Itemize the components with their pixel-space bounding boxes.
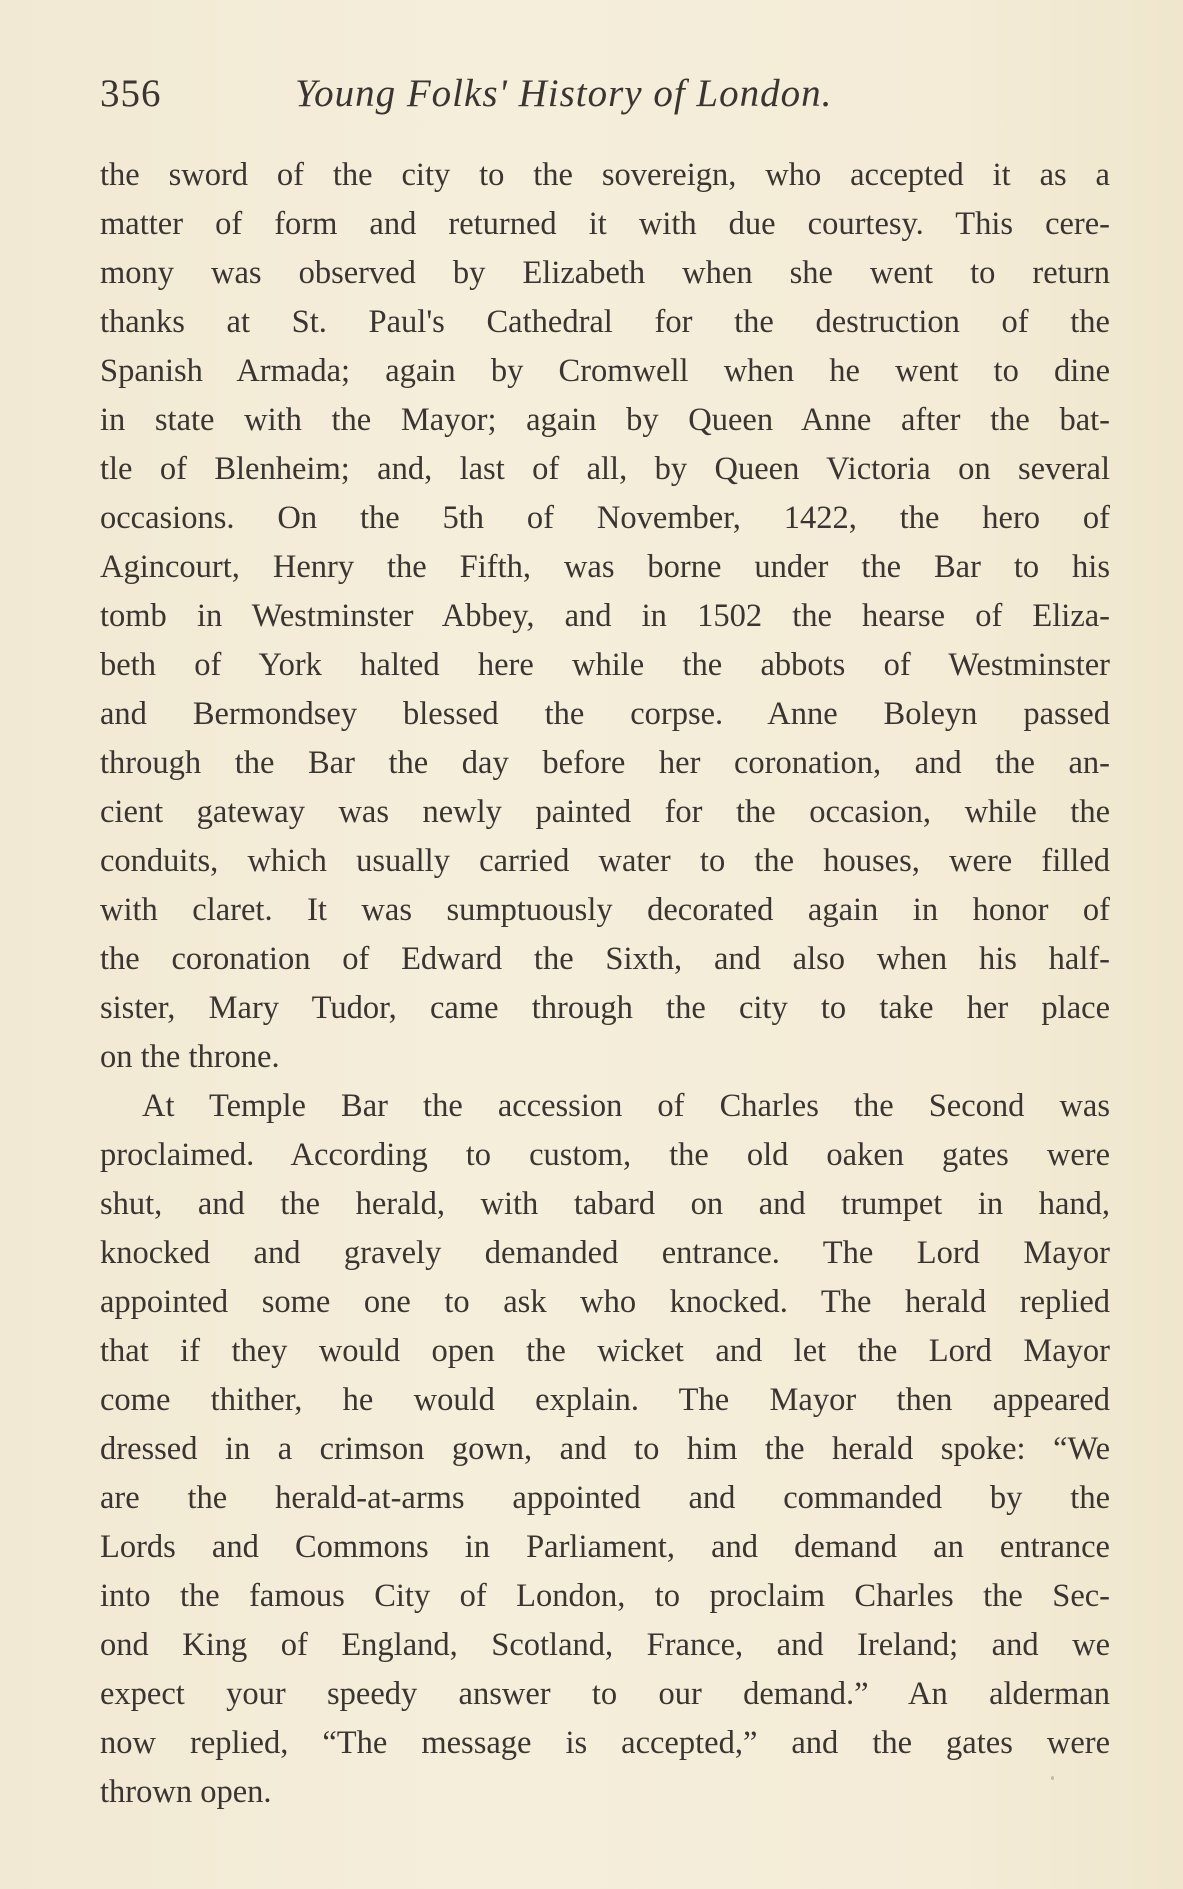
running-title: Young Folks' History of London. [295,72,833,115]
text-line: with claret. It was sumptuously decorated again in honor of [100,892,1110,928]
text-line: now replied, “The message is accepted,” and the gates were [100,1725,1110,1761]
text-line: shut, and the herald, with tabard on and trumpet in hand, [100,1186,1110,1222]
text-line: conduits, which usually carried water to the houses, were filled [100,843,1110,879]
text-line: the coronation of Edward the Sixth, and also when his half- [100,941,1110,977]
text-line: and Bermondsey blessed the corpse. Anne Boleyn passed [100,696,1110,732]
text-line: sister, Mary Tudor, came through the city to take her place [100,990,1110,1026]
paragraph [100,151,1110,1082]
text-line: Lords and Commons in Parliament, and demand an entrance [100,1529,1110,1565]
text-line: mony was observed by Elizabeth when she went to return [100,255,1110,291]
text-line: beth of York halted here while the abbots of Westminster [100,647,1110,683]
text-line: are the herald-at-arms appointed and commanded by the [100,1480,1110,1516]
text-line: expect your speedy answer to our demand.” An alderman [100,1676,1110,1712]
page-number: 356 [100,72,162,115]
text-line: Agincourt, Henry the Fifth, was borne under the Bar to his [100,549,1110,585]
text-line: thrown open. [100,1774,272,1810]
text-line: matter of form and returned it with due courtesy. This cere- [100,206,1110,242]
paragraph [100,1082,1110,1817]
text-line: that if they would open the wicket and let the Lord Mayor [100,1333,1110,1369]
text-line: into the famous City of London, to proclaim Charles the Sec- [100,1578,1110,1614]
text-line: cient gateway was newly painted for the occasion, while the [100,794,1110,830]
text-line: through the Bar the day before her coronation, and the an- [100,745,1110,781]
text-line: thanks at St. Paul's Cathedral for the destruction of the [100,304,1110,340]
text-line: the sword of the city to the sovereign, who accepted it as a [100,157,1110,193]
text-line: Spanish Armada; again by Cromwell when he went to dine [100,353,1110,389]
paper-speck [1051,1776,1054,1780]
text-line: in state with the Mayor; again by Queen Anne after the bat- [100,402,1110,438]
text-line: dressed in a crimson gown, and to him the herald spoke: “We [100,1431,1110,1467]
text-line: tomb in Westminster Abbey, and in 1502 the hearse of Eliza- [100,598,1110,634]
text-line: knocked and gravely demanded entrance. The Lord Mayor [100,1235,1110,1271]
text-line: on the throne. [100,1039,280,1075]
body-text [100,151,1110,1817]
text-line: proclaimed. According to custom, the old oaken gates were [100,1137,1110,1173]
text-line: ond King of England, Scotland, France, and Ireland; and we [100,1627,1110,1663]
text-line: At Temple Bar the accession of Charles the Second was [142,1088,1110,1124]
page-header [100,66,1110,122]
text-line: occasions. On the 5th of November, 1422, the hero of [100,500,1110,536]
text-line: come thither, he would explain. The Mayor then appeared [100,1382,1110,1418]
text-line: appointed some one to ask who knocked. The herald replied [100,1284,1110,1320]
text-line: tle of Blenheim; and, last of all, by Queen Victoria on several [100,451,1110,487]
